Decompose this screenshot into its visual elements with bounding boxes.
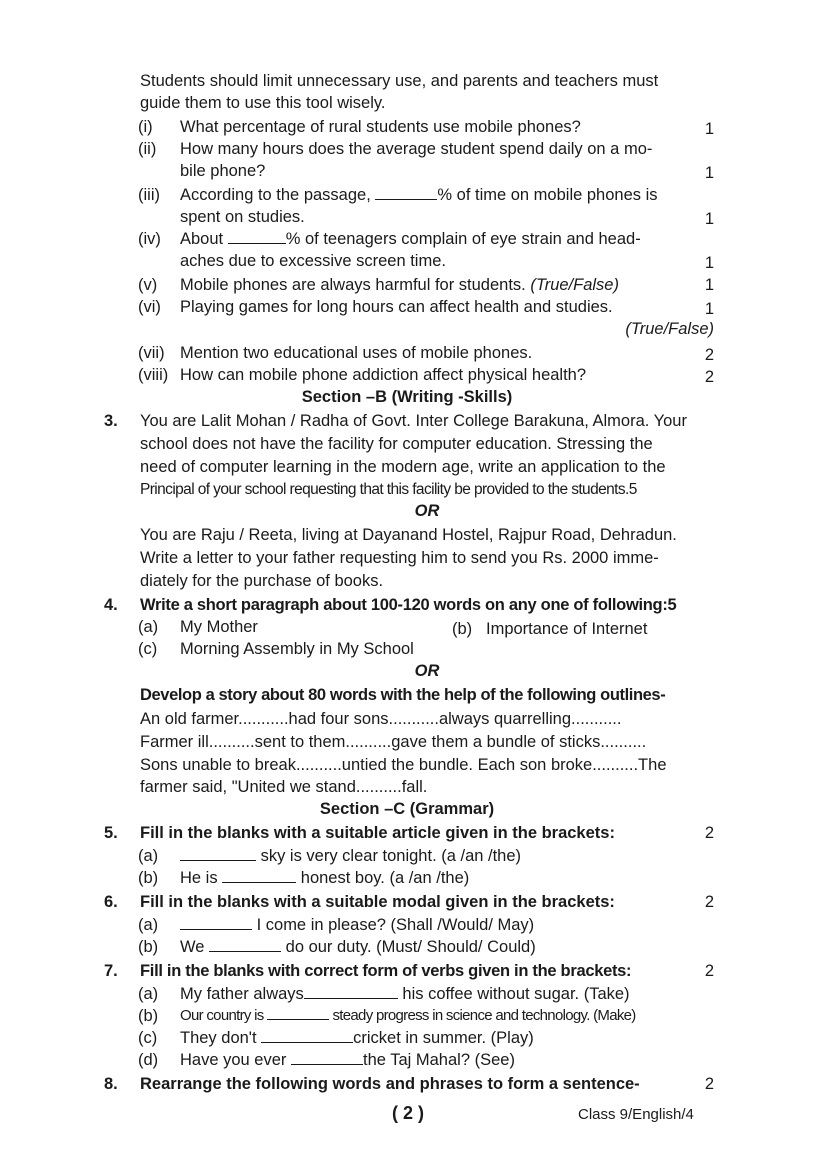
q3-alt-line: diately for the purchase of books. bbox=[140, 572, 384, 590]
q-mark: 1 bbox=[704, 276, 714, 294]
q-mark: 1 bbox=[704, 164, 714, 182]
q-label: (i) bbox=[138, 118, 153, 136]
answer-blank bbox=[291, 1050, 363, 1065]
section-heading: Section –B (Writing -Skills) bbox=[301, 388, 513, 406]
option-text: My Mother bbox=[180, 618, 258, 636]
page-number: ( 2 ) bbox=[392, 1103, 425, 1123]
q-text: How can mobile phone addiction affect physical health? bbox=[180, 366, 587, 384]
q-mark: 2 bbox=[704, 368, 714, 386]
q-label: (ii) bbox=[138, 140, 157, 158]
option-text: Our country is steady progress in science and technology. (Make) bbox=[180, 1007, 636, 1024]
answer-blank bbox=[209, 942, 281, 952]
q8-title: Rearrange the following words and phrases to form a sentence- bbox=[140, 1075, 640, 1093]
story-outline-line: farmer said, "United we stand..........fall. bbox=[140, 778, 428, 796]
option-text: My father always his coffee without sugar. (Take) bbox=[180, 985, 630, 1003]
q-text: According to the passage, % of time on mobile phones is bbox=[180, 186, 658, 204]
q-label: (v) bbox=[138, 276, 158, 294]
answer-blank bbox=[304, 984, 398, 999]
q-text: Mention two educational uses of mobile phones. bbox=[180, 344, 533, 362]
option-label: (b) bbox=[452, 620, 473, 638]
question-number: 7. bbox=[104, 962, 118, 980]
q-mark: 1 bbox=[704, 210, 714, 228]
option-label: (a) bbox=[138, 985, 159, 1003]
answer-blank bbox=[267, 1005, 329, 1020]
answer-blank bbox=[180, 851, 256, 861]
question-number: 8. bbox=[104, 1075, 118, 1093]
q3-line: need of computer learning in the modern age, write an application to the bbox=[140, 458, 666, 476]
intro-line-1: Students should limit unnecessary use, and parents and teachers must bbox=[140, 72, 659, 90]
q-text: What percentage of rural students use mobile phones? bbox=[180, 118, 581, 136]
q-label: (iv) bbox=[138, 230, 161, 248]
option-label: (b) bbox=[138, 1007, 159, 1025]
q-text-cont: bile phone? bbox=[180, 162, 266, 180]
q-mark: 2 bbox=[704, 824, 714, 842]
q-text-cont: aches due to excessive screen time. bbox=[180, 252, 446, 270]
option-label: (a) bbox=[138, 916, 159, 934]
answer-blank bbox=[228, 229, 286, 244]
story-outline-line: An old farmer...........had four sons...........always quarrelling........... bbox=[140, 710, 622, 728]
q-text: About % of teenagers complain of eye strain and head- bbox=[180, 230, 641, 248]
option-label: (a) bbox=[138, 618, 159, 636]
question-number: 5. bbox=[104, 824, 118, 842]
q-mark: 1 bbox=[704, 120, 714, 138]
or-divider: OR bbox=[414, 502, 440, 520]
story-outline-line: Sons unable to break..........untied the bundle. Each son broke..........The bbox=[140, 756, 667, 774]
q-text-cont: spent on studies. bbox=[180, 208, 305, 226]
intro-line-2: guide them to use this tool wisely. bbox=[140, 94, 386, 112]
option-text: I come in please? (Shall /Would/ May) bbox=[180, 914, 534, 936]
q-label: (viii) bbox=[138, 366, 169, 384]
q3-alt-line: Write a letter to your father requesting him to send you Rs. 2000 imme- bbox=[140, 549, 659, 567]
true-false-hint: (True/False) bbox=[625, 320, 714, 338]
option-text: Have you ever the Taj Mahal? (See) bbox=[180, 1051, 515, 1069]
q-text: Playing games for long hours can affect health and studies. bbox=[180, 298, 613, 316]
option-label: (a) bbox=[138, 847, 159, 865]
q3-line: school does not have the facility for computer education. Stressing the bbox=[140, 435, 653, 453]
q3-line: You are Lalit Mohan / Radha of Govt. Inter College Barakuna, Almora. Your bbox=[140, 412, 687, 430]
question-number: 6. bbox=[104, 893, 118, 911]
answer-blank bbox=[180, 920, 252, 930]
q6-title: Fill in the blanks with a suitable modal given in the brackets: bbox=[140, 893, 615, 911]
question-number: 4. bbox=[104, 596, 118, 614]
option-text: We do our duty. (Must/ Should/ Could) bbox=[180, 938, 536, 956]
q-label: (vii) bbox=[138, 344, 165, 362]
q-text: How many hours does the average student spend daily on a mo- bbox=[180, 140, 653, 158]
q-mark: 1 bbox=[704, 254, 714, 272]
q4-title: Write a short paragraph about 100-120 words on any one of following:5 bbox=[140, 596, 677, 614]
q3-alt-line: You are Raju / Reeta, living at Dayanand Hostel, Rajpur Road, Dehradun. bbox=[140, 526, 677, 544]
option-label: (c) bbox=[138, 1029, 158, 1047]
answer-blank bbox=[375, 185, 437, 200]
q-label: (iii) bbox=[138, 186, 160, 204]
q3-line: Principal of your school requesting that this facility be provided to the students.5 bbox=[140, 481, 637, 498]
q-mark: 2 bbox=[704, 893, 714, 911]
option-label: (b) bbox=[138, 869, 159, 887]
paper-code: Class 9/English/4 bbox=[578, 1106, 694, 1123]
option-text: He is honest boy. (a /an /the) bbox=[180, 869, 470, 887]
answer-blank bbox=[261, 1028, 353, 1043]
q-text: Mobile phones are always harmful for students. (True/False) bbox=[180, 276, 619, 294]
section-heading: Section –C (Grammar) bbox=[319, 800, 495, 818]
option-label: (c) bbox=[138, 640, 158, 658]
q-mark: 2 bbox=[704, 1075, 714, 1093]
option-text: Importance of Internet bbox=[486, 620, 648, 638]
q-mark: 2 bbox=[704, 346, 714, 364]
or-divider: OR bbox=[414, 662, 440, 680]
q-mark: 1 bbox=[704, 300, 714, 318]
q-label: (vi) bbox=[138, 298, 161, 316]
story-title: Develop a story about 80 words with the help of the following outlines- bbox=[140, 686, 666, 704]
q-mark: 2 bbox=[704, 962, 714, 980]
q5-title: Fill in the blanks with a suitable article given in the brackets: bbox=[140, 824, 615, 842]
option-label: (d) bbox=[138, 1051, 159, 1069]
answer-blank bbox=[222, 873, 296, 883]
story-outline-line: Farmer ill..........sent to them..........gave them a bundle of sticks.......... bbox=[140, 733, 647, 751]
option-text: Morning Assembly in My School bbox=[180, 640, 414, 658]
option-text: sky is very clear tonight. (a /an /the) bbox=[180, 845, 521, 867]
question-number: 3. bbox=[104, 412, 118, 430]
q7-title: Fill in the blanks with correct form of verbs given in the brackets: bbox=[140, 962, 632, 980]
option-text: They don't cricket in summer. (Play) bbox=[180, 1029, 534, 1047]
option-label: (b) bbox=[138, 938, 159, 956]
